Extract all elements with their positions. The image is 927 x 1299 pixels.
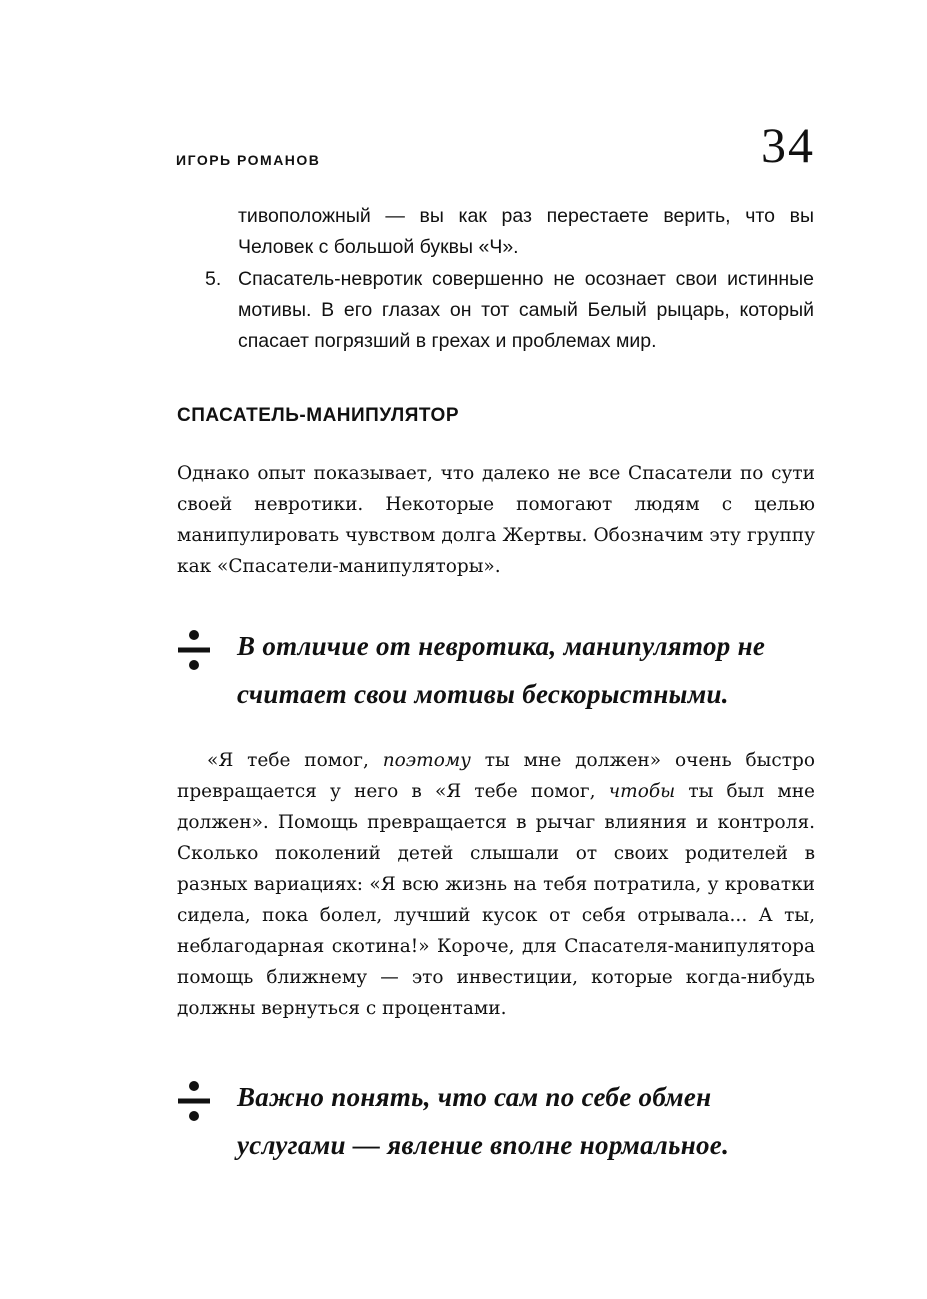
para2-text-1: «Я тебе помог, (207, 750, 383, 771)
callout-2-text: Важно понять, что сам по себе обмен услугами — явление вполне нормальное. (237, 1082, 730, 1160)
divide-icon (177, 628, 211, 672)
list-item-5 (205, 264, 814, 357)
para2-emphasis-2: чтобы (608, 781, 676, 802)
callout-1 (177, 622, 817, 718)
para2-text-3: ты был мне должен». Помощь превращается в рычаг влияния и контроля. Сколько поколений детей слышали от своих родителей в разных вариациях: «Я всю жизнь на тебя потратила, у кроватки сидела, пока болел, лучший кусок от себя отрывала... А ты, неблагодарная скотина!» Короче, для Спасателя-манипулятора помощь ближнему — это инвестиции, которые когда-нибудь должны вернуться с процентами. (177, 781, 815, 1019)
list-item-continuation: тивоположный — вы как раз перестаете верить, что вы Человек с большой буквы «Ч». (238, 205, 814, 258)
callout-1-text: В отличие от невротика, манипулятор не считает свои мотивы бескорыстными. (237, 631, 766, 709)
callout-2 (177, 1073, 817, 1169)
section-heading: СПАСАТЕЛЬ-МАНИПУЛЯТОР (177, 405, 459, 426)
divide-icon (177, 1079, 211, 1123)
list-item-text: Спасатель-невротик совершенно не осознает свои истинные мотивы. В его глазах он тот самый Белый рыцарь, который спасает погрязший в грехах и проблемах мир. (238, 268, 814, 352)
body-paragraph-1: Однако опыт показывает, что далеко не все Спасатели по сути своей невротики. Некоторые помогают людям с целью манипулировать чувством долга Жертвы. Обозначим эту группу как «Спасатели-манипуляторы». (177, 463, 815, 577)
page-number: 34 (761, 117, 815, 173)
para2-emphasis-1: поэтому (382, 750, 471, 771)
body-paragraph-2 (177, 745, 815, 1024)
list-item-number: 5. (205, 268, 222, 290)
para2-text-2: ты мне должен» очень быстро превращается у него в «Я тебе помог, (177, 750, 815, 802)
running-head-author: ИГОРЬ РОМАНОВ (176, 152, 321, 168)
